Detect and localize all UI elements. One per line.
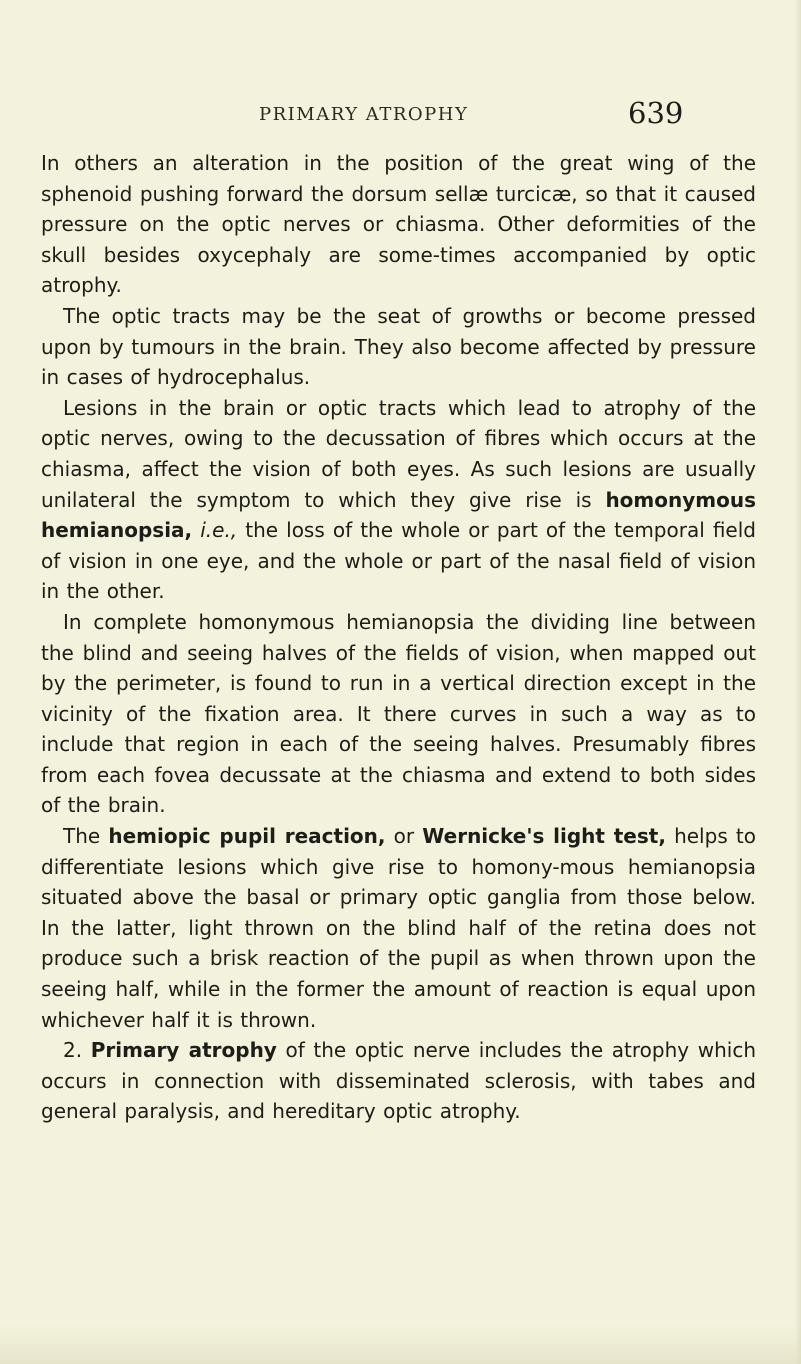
term-primary-atrophy: Primary atrophy	[90, 1038, 277, 1063]
body-text	[41, 148, 756, 1127]
page-edge	[795, 0, 801, 1364]
paragraph-2-text: The optic tracts may be the seat of growths or become pressed upon by tumours in the brain. They also become affected by pressure in cases of hydrocephalus.	[41, 303, 756, 390]
paragraph-3	[41, 393, 756, 607]
paragraph-5-text-c: helps to differentiate lesions which give rise to homony-mous hemianopsia situated above the basal or primary optic ganglia from those below. In the latter, light thrown on the blind half of the retina does not produce such a brisk reaction of the pupil as when thrown upon the seeing half, while in the former the amount of reaction is equal upon whichever half it is thrown.	[41, 824, 756, 1032]
term-wernickes-light-test: Wernicke's light test,	[422, 824, 666, 849]
term-homonymous-hemianopsia: homonymous hemianopsia,	[41, 487, 756, 543]
abbrev-ie: i.e.,	[200, 518, 238, 543]
page-number: 639	[628, 96, 684, 130]
section-number: 2.	[63, 1038, 83, 1063]
paragraph-4-text: In complete homonymous hemianopsia the dividing line between the blind and seeing halves of the fields of vision, when mapped out by the perimeter, is found to run in a vertical direction except in the vicinity of the fixation area. It there curves in such a way as to include that region in each of the seeing halves. Presumably fibres from each fovea decussate at the chiasma and extend to both sides of the brain.	[41, 609, 756, 818]
paragraph-3-text-b: the loss of the whole or part of the temporal field of vision in one eye, and the whole or part of the nasal field of vision in the other.	[41, 518, 756, 604]
paragraph-6	[41, 1035, 756, 1127]
term-hemiopic-pupil-reaction: hemiopic pupil reaction,	[108, 824, 386, 849]
paragraph-1	[41, 148, 756, 301]
running-title: PRIMARY ATROPHY	[259, 104, 469, 125]
paragraph-3-text-a: Lesions in the brain or optic tracts which lead to atrophy of the optic nerves, owing to the decussation of fibres which occurs at the chiasma, affect the vision of both eyes. As such lesions are usually unilateral the symptom to which they give rise is	[41, 395, 756, 512]
page-header	[0, 96, 801, 136]
paragraph-5-text-a: The	[63, 824, 109, 849]
paragraph-5	[41, 821, 756, 1035]
paragraph-6-text: of the optic nerve includes the atrophy which occurs in connection with disseminated sclerosis, with tabes and general paralysis, and hereditary optic atrophy.	[41, 1038, 756, 1124]
paragraph-4	[41, 607, 756, 821]
paragraph-1-text: In others an alteration in the position of the great wing of the sphenoid pushing forward the dorsum sellæ turcicæ, so that it caused pressure on the optic nerves or chiasma. Other deformities of the skull besides oxycephaly are some-times accompanied by optic atrophy.	[41, 151, 756, 298]
page-shadow	[0, 1324, 801, 1364]
paragraph-5-text-b: or	[385, 824, 423, 849]
paragraph-2	[41, 301, 756, 393]
